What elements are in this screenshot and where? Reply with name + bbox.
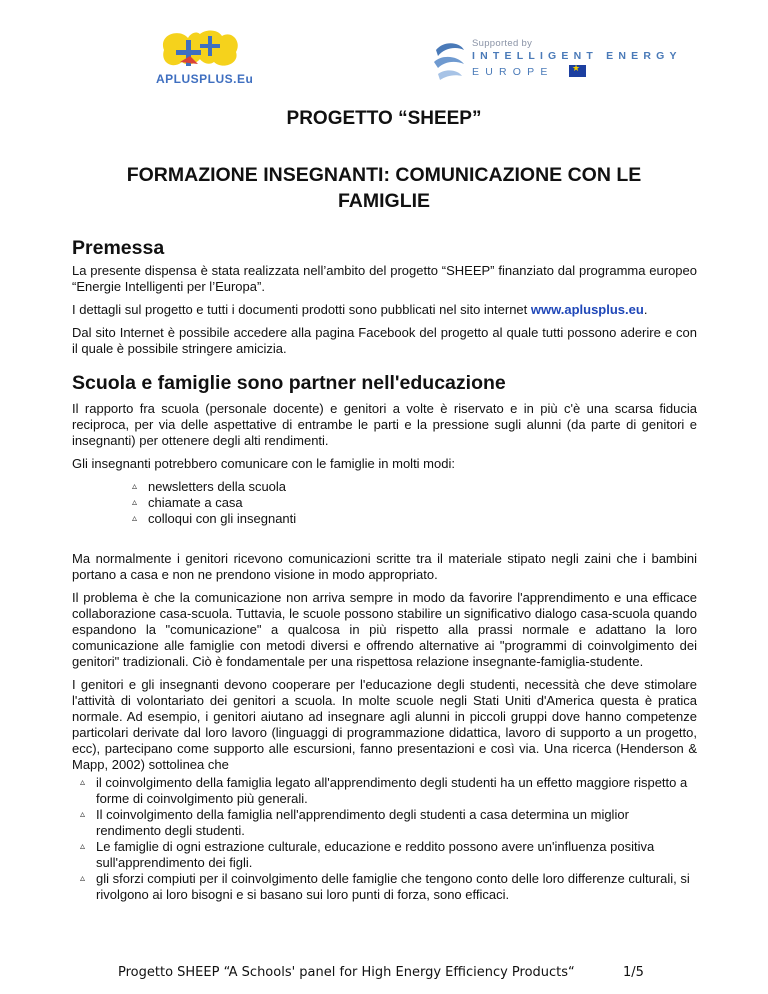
- intelligent-energy-europe-logo: [432, 36, 682, 82]
- paragraph: La presente dispensa è stata realizzata nell’ambito del progetto “SHEEP” finanziato dal programma europeo “Energie Intelligenti per l’Europa”.: [72, 263, 697, 294]
- supported-by-label: Supported by: [472, 38, 533, 49]
- paragraph: Il rapporto fra scuola (personale docente) e genitori a volte è riservato e in più c'è una scarsa fiducia reciproca, per via delle aspettative di entrambe le parti e la pressione sugli alunni (da parte di genitori e insegnanti) per ottenere degli alti rendimenti.: [72, 401, 697, 448]
- intelligent-energy-label: INTELLIGENT ENERGY: [472, 50, 682, 62]
- europe-label: EUROPE: [472, 66, 554, 78]
- communication-methods-list: [130, 479, 697, 527]
- list-item: ▵ gli sforzi compiuti per il coinvolgimento delle famiglie che tengono conto delle loro differenze culturali, si rivolgono ai loro bisogni e si basano sui loro punti di forza, sono efficaci.: [78, 871, 697, 903]
- list-item: ▵ Il coinvolgimento della famiglia nell'apprendimento degli studenti a casa determina un miglior rendimento degli studenti.: [78, 807, 697, 839]
- section-heading-premessa: Premessa: [72, 237, 165, 259]
- paragraph: Gli insegnanti potrebbero comunicare con le famiglie in molti modi:: [72, 456, 455, 471]
- eu-flag-icon: [569, 65, 586, 77]
- paragraph: I genitori e gli insegnanti devono cooperare per l'educazione degli studenti, necessità che deve stimolare l'attività di volontariato dei genitori a scuola. In molte scuole negli Stati Uniti d'America questa è pratica normale. Ad esempio, i genitori aiutano ad insegnare agli alunni in piccoli gruppi dove hanno competenze particolari derivate dal loro lavoro (linguaggi di programmazione didattica, lavoro di supporto a un progetto, ecc), partecipano come supporto alle escursioni, fanno presentazioni e così via. Una ricerca (Henderson & Mapp, 2002) sottolinea che: [72, 677, 697, 772]
- aplusplus-logo: [150, 22, 254, 90]
- list-item: ▵ il coinvolgimento della famiglia legato all'apprendimento degli studenti ha un effetto maggiore rispetto a forme di coinvolgimento più generali.: [78, 775, 697, 807]
- page-number: 1/5: [623, 965, 644, 980]
- footer-text: Progetto SHEEP “A Schools' panel for High Energy Efficiency Products“: [118, 965, 575, 980]
- document-body: [72, 236, 697, 909]
- document-subtitle: FORMAZIONE INSEGNANTI: COMUNICAZIONE CON LE FAMIGLIE: [126, 164, 642, 212]
- list-item: ▵ newsletters della scuola: [130, 479, 697, 495]
- paragraph-with-link: [72, 302, 697, 318]
- paragraph: Dal sito Internet è possibile accedere alla pagina Facebook del progetto al quale tutti possono aderire e con il quale è possibile stringere amicizia.: [72, 325, 697, 356]
- paragraph-text: I dettagli sul progetto e tutti i documenti prodotti sono pubblicati nel sito internet: [72, 302, 531, 317]
- research-findings-list: [78, 775, 697, 903]
- list-item: ▵ Le famiglie di ogni estrazione culturale, educazione e reddito possono avere un'influenza positiva sull'apprendimento dei figli.: [78, 839, 697, 871]
- section-heading-partner: Scuola e famiglie sono partner nell'educazione: [72, 372, 506, 394]
- list-item: ▵ chiamate a casa: [130, 495, 697, 511]
- swirl-icon: [432, 38, 468, 82]
- website-link[interactable]: www.aplusplus.eu: [530, 302, 644, 317]
- document-title: PROGETTO “SHEEP”: [286, 108, 482, 129]
- paragraph-text: .: [643, 302, 648, 317]
- list-item: ▵ colloqui con gli insegnanti: [130, 511, 697, 527]
- paragraph: Ma normalmente i genitori ricevono comunicazioni scritte tra il materiale stipato negli zaini che i bambini portano a casa e non ne prendono visione in modo appropriato.: [72, 551, 697, 582]
- paragraph: Il problema è che la comunicazione non arriva sempre in modo da favorire l'apprendimento e una efficace collaborazione casa-scuola. Tuttavia, le scuole possono stabilire un significativo dialogo casa-scuola quando espandono la "comunicazione" a qualcosa in più rispetto alla prassi normale e adattano la loro comunicazione alle famiglie con metodi diversi e offrendo alternative ai "programmi di coinvolgimento dei genitori" tradizionali. Ciò è fondamentale per una rispettosa relazione insegnante-famiglia-studente.: [72, 590, 697, 669]
- aplusplus-logo-text: APLUSPLUS.Eu: [156, 72, 254, 86]
